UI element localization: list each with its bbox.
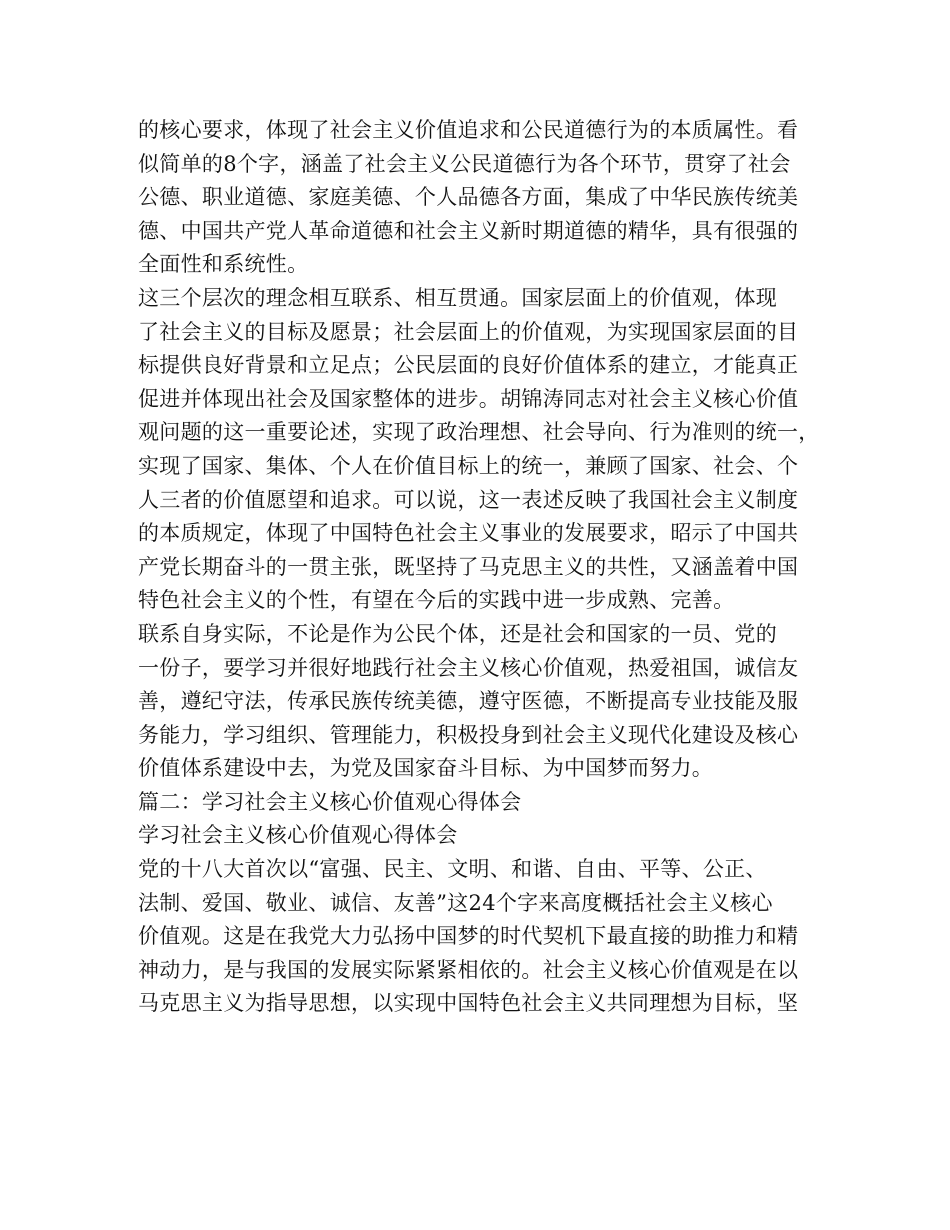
text-line: 神动力，是与我国的发展实际紧紧相依的。社会主义核心价值观是在以	[138, 957, 799, 982]
text-line: 特色社会主义的个性，有望在今后的实践中进一步成熟、完善。	[138, 588, 735, 613]
text-line: 促进并体现出社会及国家整体的进步。胡锦涛同志对社会主义核心价值	[138, 386, 799, 411]
text-line: 观问题的这一重要论述，实现了政治理想、社会导向、行为准则的统一，	[138, 420, 820, 445]
text-line: 的本质规定，体现了中国特色社会主义事业的发展要求，昭示了中国共	[138, 521, 799, 546]
text-line: 全面性和系统性。	[138, 252, 309, 277]
text-line: 实现了国家、集体、个人在价值目标上的统一，兼顾了国家、社会、个	[138, 453, 799, 478]
text-line: 似简单的8个字，涵盖了社会主义公民道德行为各个环节，贯穿了社会	[138, 151, 791, 176]
text-line: 马克思主义为指导思想，以实现中国特色社会主义共同理想为目标，坚	[138, 991, 799, 1016]
text-line: 了社会主义的目标及愿景；社会层面上的价值观，为实现国家层面的目	[138, 319, 799, 344]
text-line: 价值观。这是在我党大力弘扬中国梦的时代契机下最直接的助推力和精	[138, 924, 799, 949]
text-line: 党的十八大首次以“富强、民主、文明、和谐、自由、平等、公正、	[138, 857, 767, 882]
text-line: 标提供良好背景和立足点；公民层面的良好价值体系的建立，才能真正	[138, 353, 799, 378]
text-line: 务能力，学习组织、管理能力，积极投身到社会主义现代化建设及核心	[138, 722, 799, 747]
text-line: 善，遵纪守法，传承民族传统美德，遵守医德，不断提高专业技能及服	[138, 689, 799, 714]
text-line: 这三个层次的理念相互联系、相互贯通。国家层面上的价值观，体现	[138, 285, 777, 310]
article-title: 学习社会主义核心价值观心得体会	[138, 823, 458, 848]
text-line: 法制、爱国、敬业、诚信、友善”这24个字来高度概括社会主义核心	[138, 890, 773, 915]
text-line: 一份子，要学习并很好地践行社会主义核心价值观，热爱祖国，诚信友	[138, 655, 799, 680]
document-body	[138, 114, 838, 1021]
text-line: 德、中国共产党人革命道德和社会主义新时期道德的精华，具有很强的	[138, 218, 799, 243]
text-line: 联系自身实际，不论是作为公民个体，还是社会和国家的一员、党的	[138, 621, 777, 646]
text-line: 公德、职业道德、家庭美德、个人品德各方面，集成了中华民族传统美	[138, 185, 799, 210]
text-line: 的核心要求，体现了社会主义价值追求和公民道德行为的本质属性。看	[138, 118, 799, 142]
text-line: 价值体系建设中去，为党及国家奋斗目标、为中国梦而努力。	[138, 756, 714, 781]
text-line: 产党长期奋斗的一贯主张，既坚持了马克思主义的共性，又涵盖着中国	[138, 554, 799, 579]
text-line: 人三者的价值愿望和追求。可以说，这一表述反映了我国社会主义制度	[138, 487, 799, 512]
section-heading: 篇二：学习社会主义核心价值观心得体会	[138, 789, 522, 814]
